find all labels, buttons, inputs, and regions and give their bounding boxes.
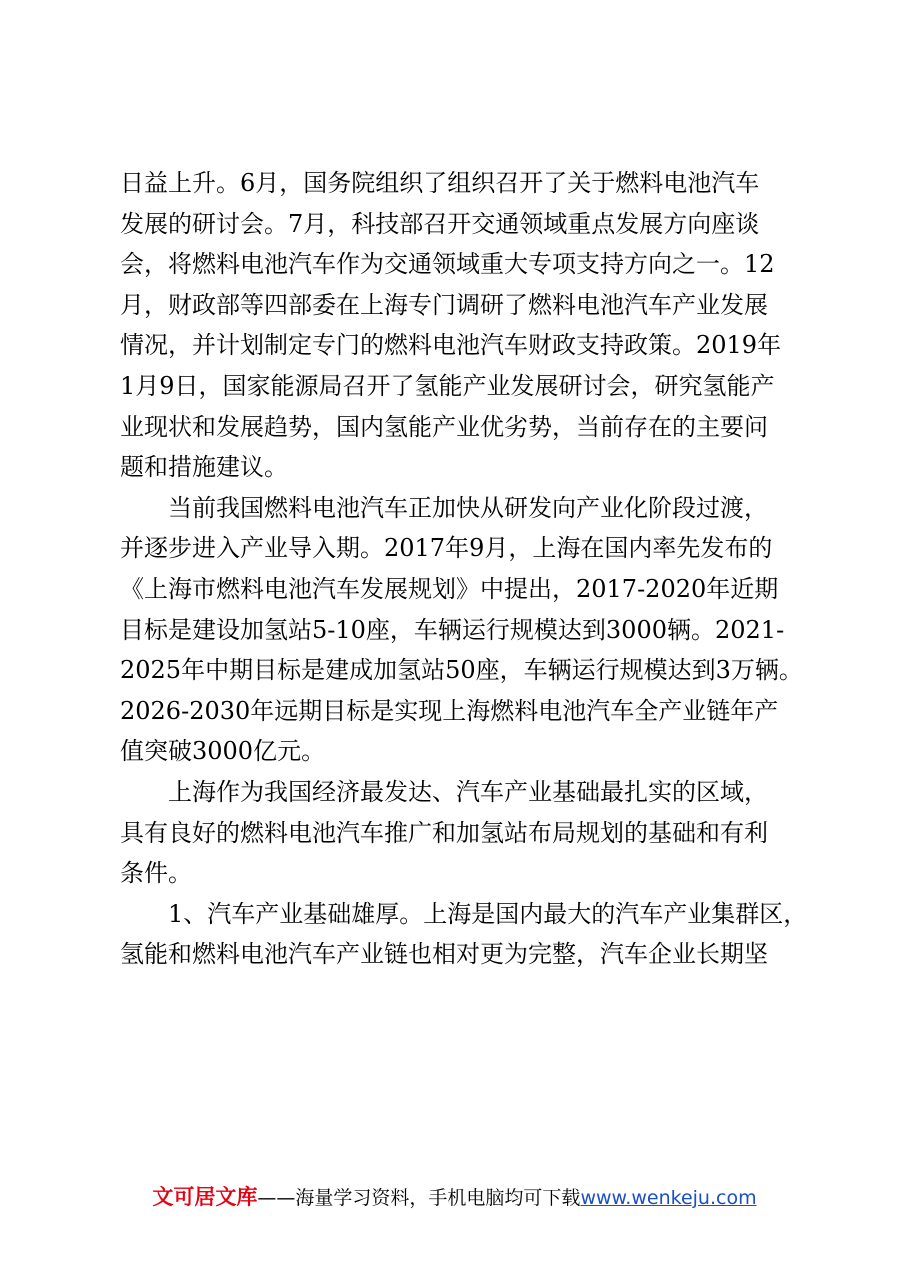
text-line: 2025年中期目标是建成加氢站50座，车辆运行规模达到3万辆。 — [120, 656, 803, 685]
text-line: 氢能和燃料电池汽车产业链也相对更为完整，汽车企业长期坚 — [120, 940, 768, 969]
text-line: 会，将燃料电池汽车作为交通领域重大专项支持方向之一。12 — [120, 250, 775, 279]
text-line: 月，财政部等四部委在上海专门调研了燃料电池汽车产业发展 — [120, 290, 768, 319]
text-line: 上海作为我国经济最发达、汽车产业基础最扎实的区域， — [120, 777, 768, 806]
page-footer — [0, 1183, 909, 1212]
document-body — [120, 163, 810, 975]
text-line: 1、汽车产业基础雄厚。上海是国内最大的汽车产业集群区， — [120, 899, 808, 928]
text-line: 发展的研讨会。7月，科技部召开交通领域重点发展方向座谈 — [120, 209, 760, 238]
text-line: 条件。 — [120, 859, 192, 888]
text-line: 《上海市燃料电池汽车发展规划》中提出，2017-2020年近期 — [120, 574, 779, 603]
text-line: 目标是建设加氢站5-10座，车辆运行规模达到3000辆。2021- — [120, 615, 785, 644]
text-line: 并逐步进入产业导入期。2017年9月，上海在国内率先发布的 — [120, 534, 773, 563]
brand-name: 文可居文库 — [152, 1185, 258, 1209]
text-line: 值突破3000亿元。 — [120, 737, 326, 766]
text-line: 日益上升。6月，国务院组织了组织召开了关于燃料电池汽车 — [120, 169, 760, 197]
text-line: 题和措施建议。 — [120, 453, 288, 482]
website-link[interactable]: www.wenkeju.com — [580, 1187, 757, 1209]
footer-slogan: ——海量学习资料，手机电脑均可下载 — [257, 1187, 581, 1209]
text-line: 业现状和发展趋势，国内氢能产业优劣势，当前存在的主要问 — [120, 412, 768, 441]
text-line: 当前我国燃料电池汽车正加快从研发向产业化阶段过渡， — [120, 493, 768, 522]
text-line: 2026-2030年远期目标是实现上海燃料电池汽车全产业链年产 — [120, 696, 779, 725]
text-line: 1月9日，国家能源局召开了氢能产业发展研讨会，研究氢能产 — [120, 371, 775, 400]
text-line: 具有良好的燃料电池汽车推广和加氢站布局规划的基础和有利 — [120, 818, 768, 847]
text-line: 情况，并计划制定专门的燃料电池汽车财政支持政策。2019年 — [120, 331, 782, 360]
